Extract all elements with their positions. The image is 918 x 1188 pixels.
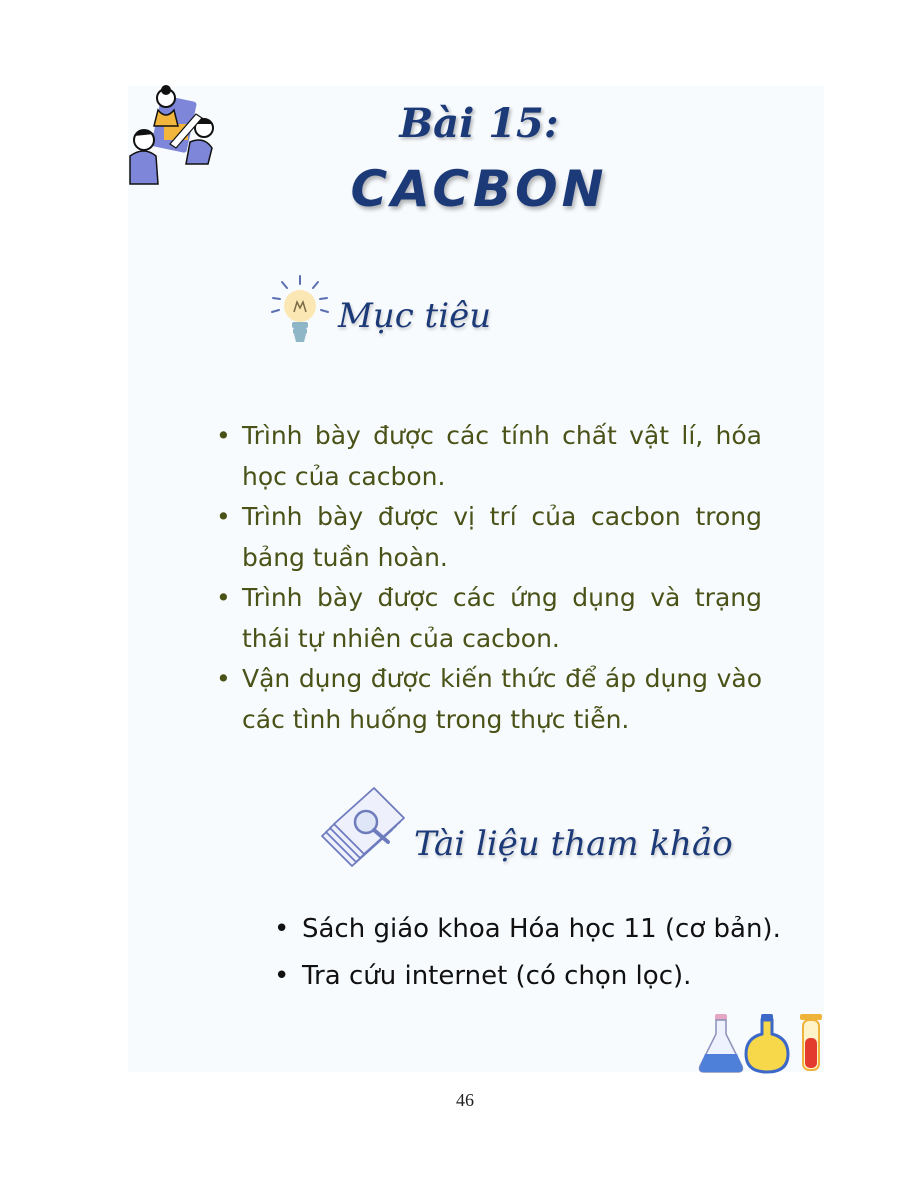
references-list <box>274 906 794 1000</box>
goal-item: • Trình bày được vị trí của cacbon trong bảng tuần hoàn. <box>216 497 762 578</box>
reference-item: • Tra cứu internet (có chọn lọc). <box>274 953 794 1000</box>
book-magnifier-icon <box>316 786 408 872</box>
goals-list <box>216 416 762 740</box>
references-heading: Tài liệu tham khảo <box>414 824 733 864</box>
goal-item: • Vận dụng được kiến thức để áp dụng vào các tình huống trong thực tiễn. <box>216 659 762 740</box>
goal-item: • Trình bày được các ứng dụng và trạng thái tự nhiên của cacbon. <box>216 578 762 659</box>
flasks-icon <box>696 1012 830 1074</box>
lightbulb-icon <box>268 272 332 346</box>
lesson-number: Bài 15: <box>399 100 559 147</box>
page-number: 46 <box>456 1090 474 1110</box>
lesson-title: CACBON <box>350 160 608 218</box>
goals-heading: Mục tiêu <box>338 296 492 336</box>
reference-item: • Sách giáo khoa Hóa học 11 (cơ bản). <box>274 906 794 953</box>
goal-item: • Trình bày được các tính chất vật lí, hóa học của cacbon. <box>216 416 762 497</box>
